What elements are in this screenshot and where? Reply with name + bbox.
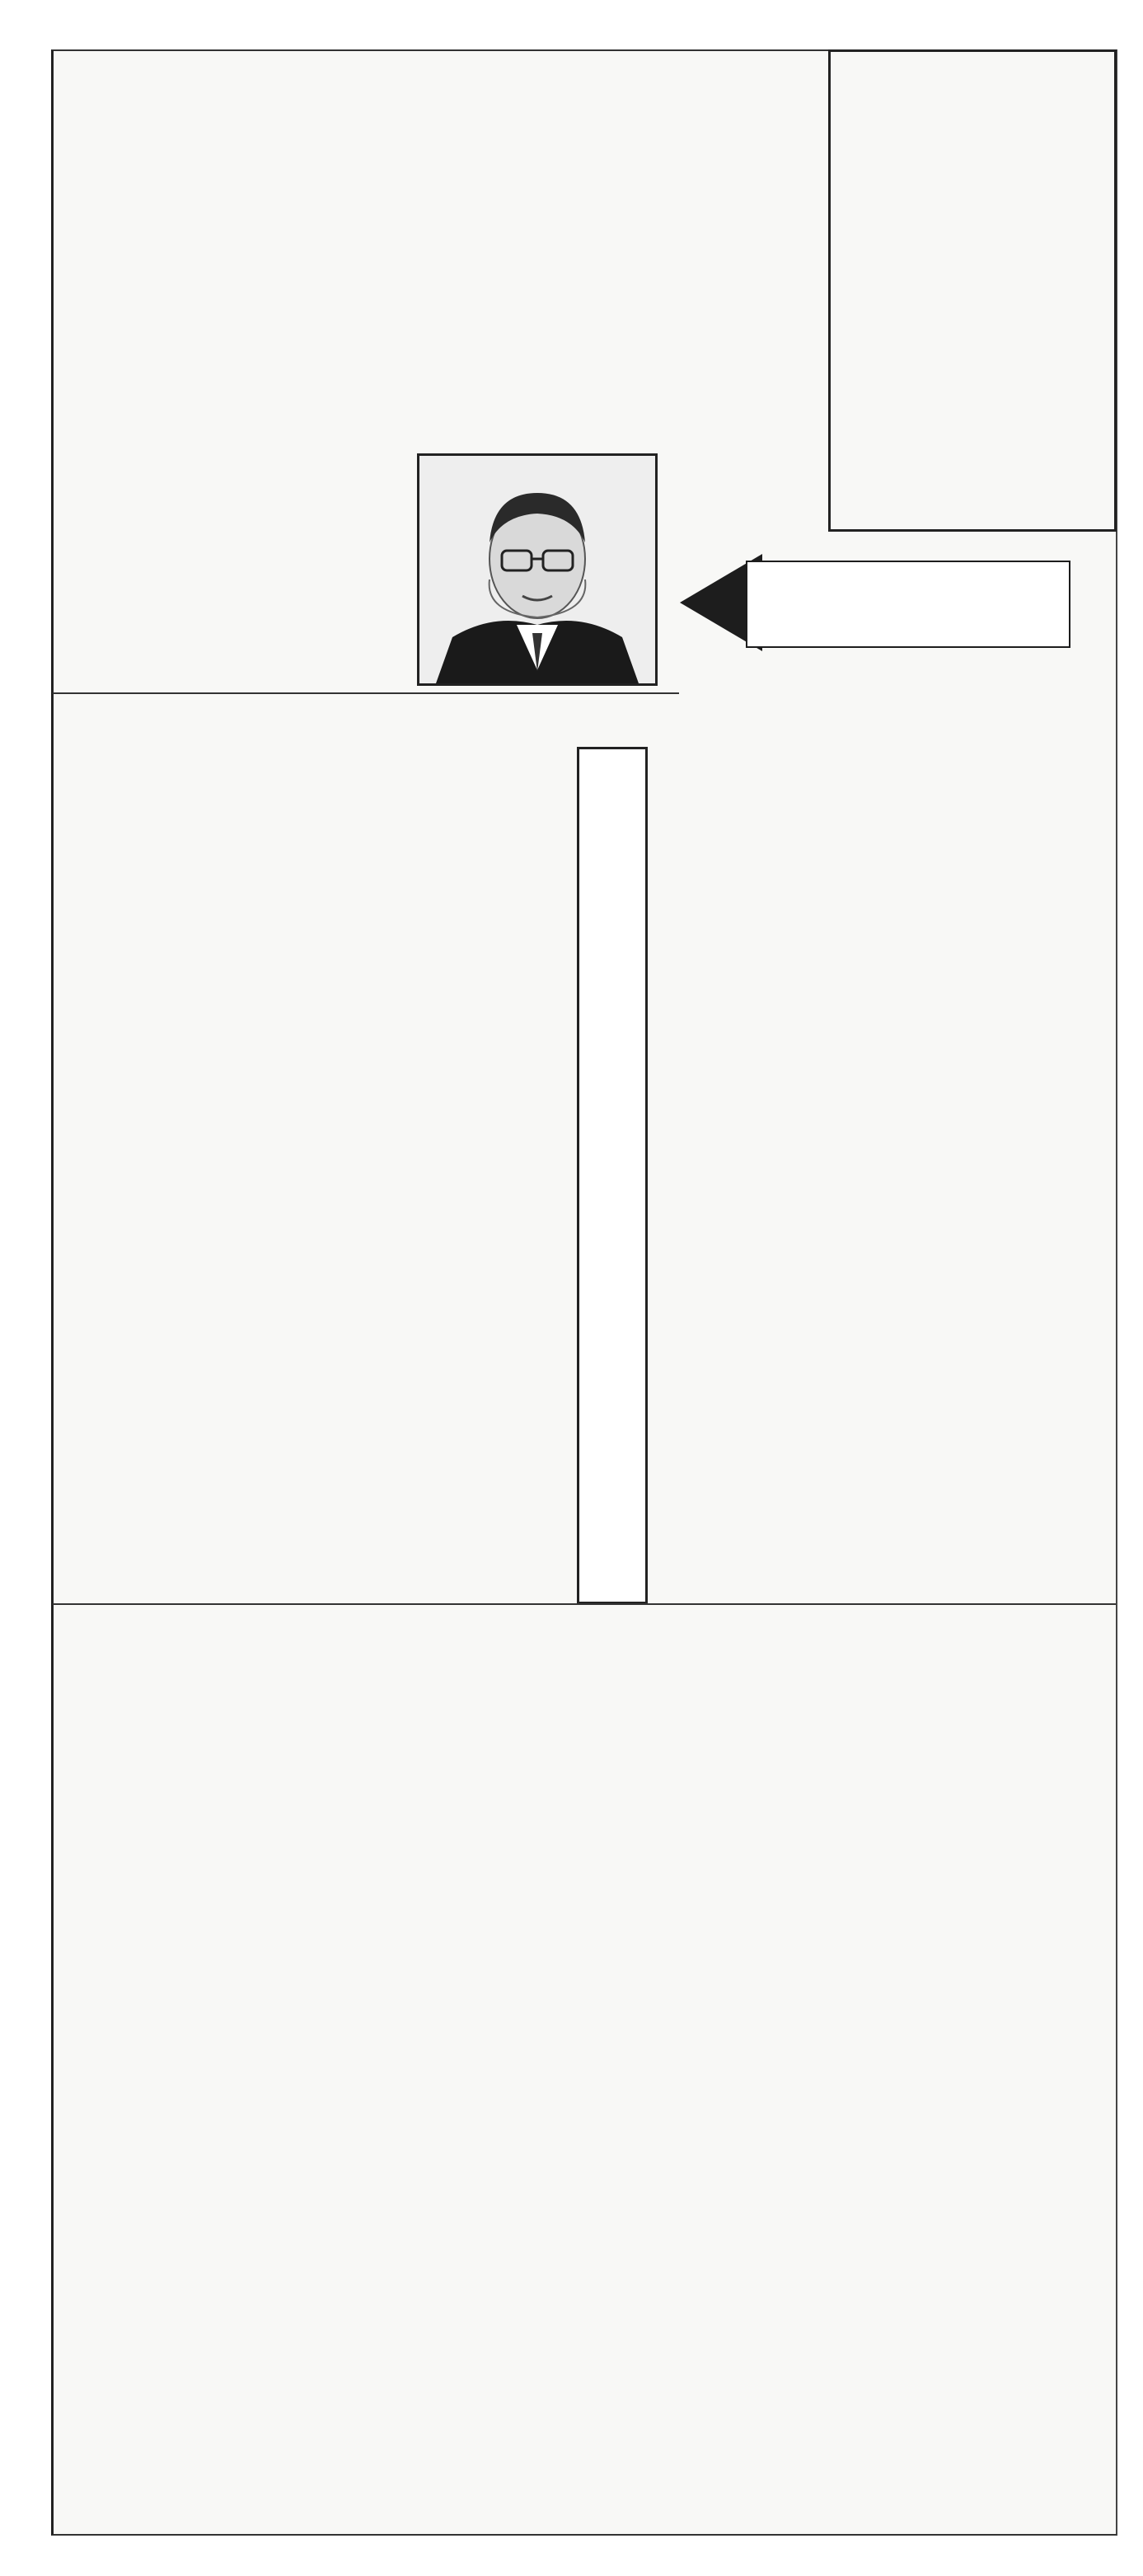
divider xyxy=(53,1603,1116,1605)
article-column-d xyxy=(672,701,1075,1591)
source-line xyxy=(86,64,110,98)
article-column-c xyxy=(82,132,330,594)
lead-text xyxy=(847,73,1103,518)
section-label-box xyxy=(746,561,1070,648)
headline xyxy=(461,767,559,1632)
article-column-h xyxy=(82,1616,387,2514)
subtitle xyxy=(586,761,644,1593)
subtitle-box xyxy=(577,747,648,1604)
divider xyxy=(53,692,679,694)
article-column-g xyxy=(396,1616,659,2514)
article-column-f xyxy=(672,1616,1075,2514)
article-column-a xyxy=(606,95,828,449)
lead-box xyxy=(828,49,1117,532)
author-portrait-image xyxy=(419,456,655,683)
article-column-e xyxy=(82,725,445,1591)
author-photo xyxy=(417,453,658,686)
article-column-b xyxy=(342,95,597,449)
